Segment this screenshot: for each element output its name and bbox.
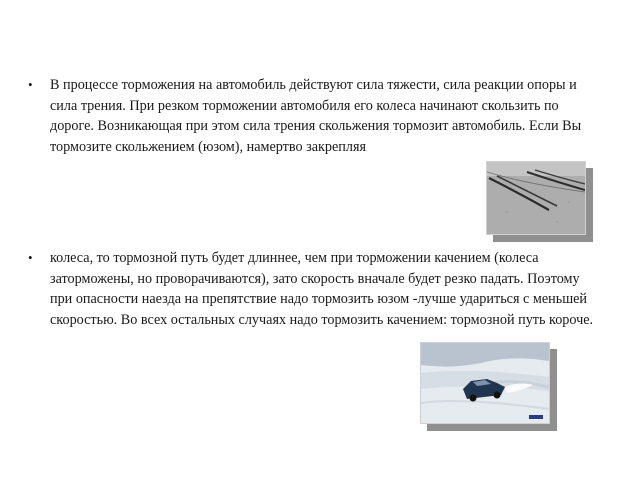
car-skidding-on-snow-photo xyxy=(420,342,550,424)
bullet-marker: • xyxy=(28,250,33,265)
bullet-marker: • xyxy=(28,77,33,92)
road-skid-marks-photo xyxy=(486,161,586,235)
skid-marks-icon xyxy=(487,162,585,234)
skidding-car-icon xyxy=(421,343,549,423)
bullet-item-2 xyxy=(28,248,603,330)
bullet-item-1 xyxy=(28,75,603,157)
bullet-text-1: В процессе торможения на автомобиль действуют сила тяжести, сила реакции опоры и сила трения. При резком торможении автомобиля его колеса начинают скользить по дороге. Возникающая при этом сила трения скольжения тормозит автомобиль. Если Вы тормозите скольжением (юзом), намертво закрепляя xyxy=(50,77,582,155)
bullet-text-2: колеса, то тормозной путь будет длиннее, чем при торможении качением (колеса заторможены, но проворачиваются), зато скорость вначале будет резко падать. Поэтому при опасности наезда на препятствие надо тормозить юзом -лучше удариться с меньшей скоростью. Во всех остальных случаях надо тормозить качением: тормозной путь короче. xyxy=(50,250,594,328)
